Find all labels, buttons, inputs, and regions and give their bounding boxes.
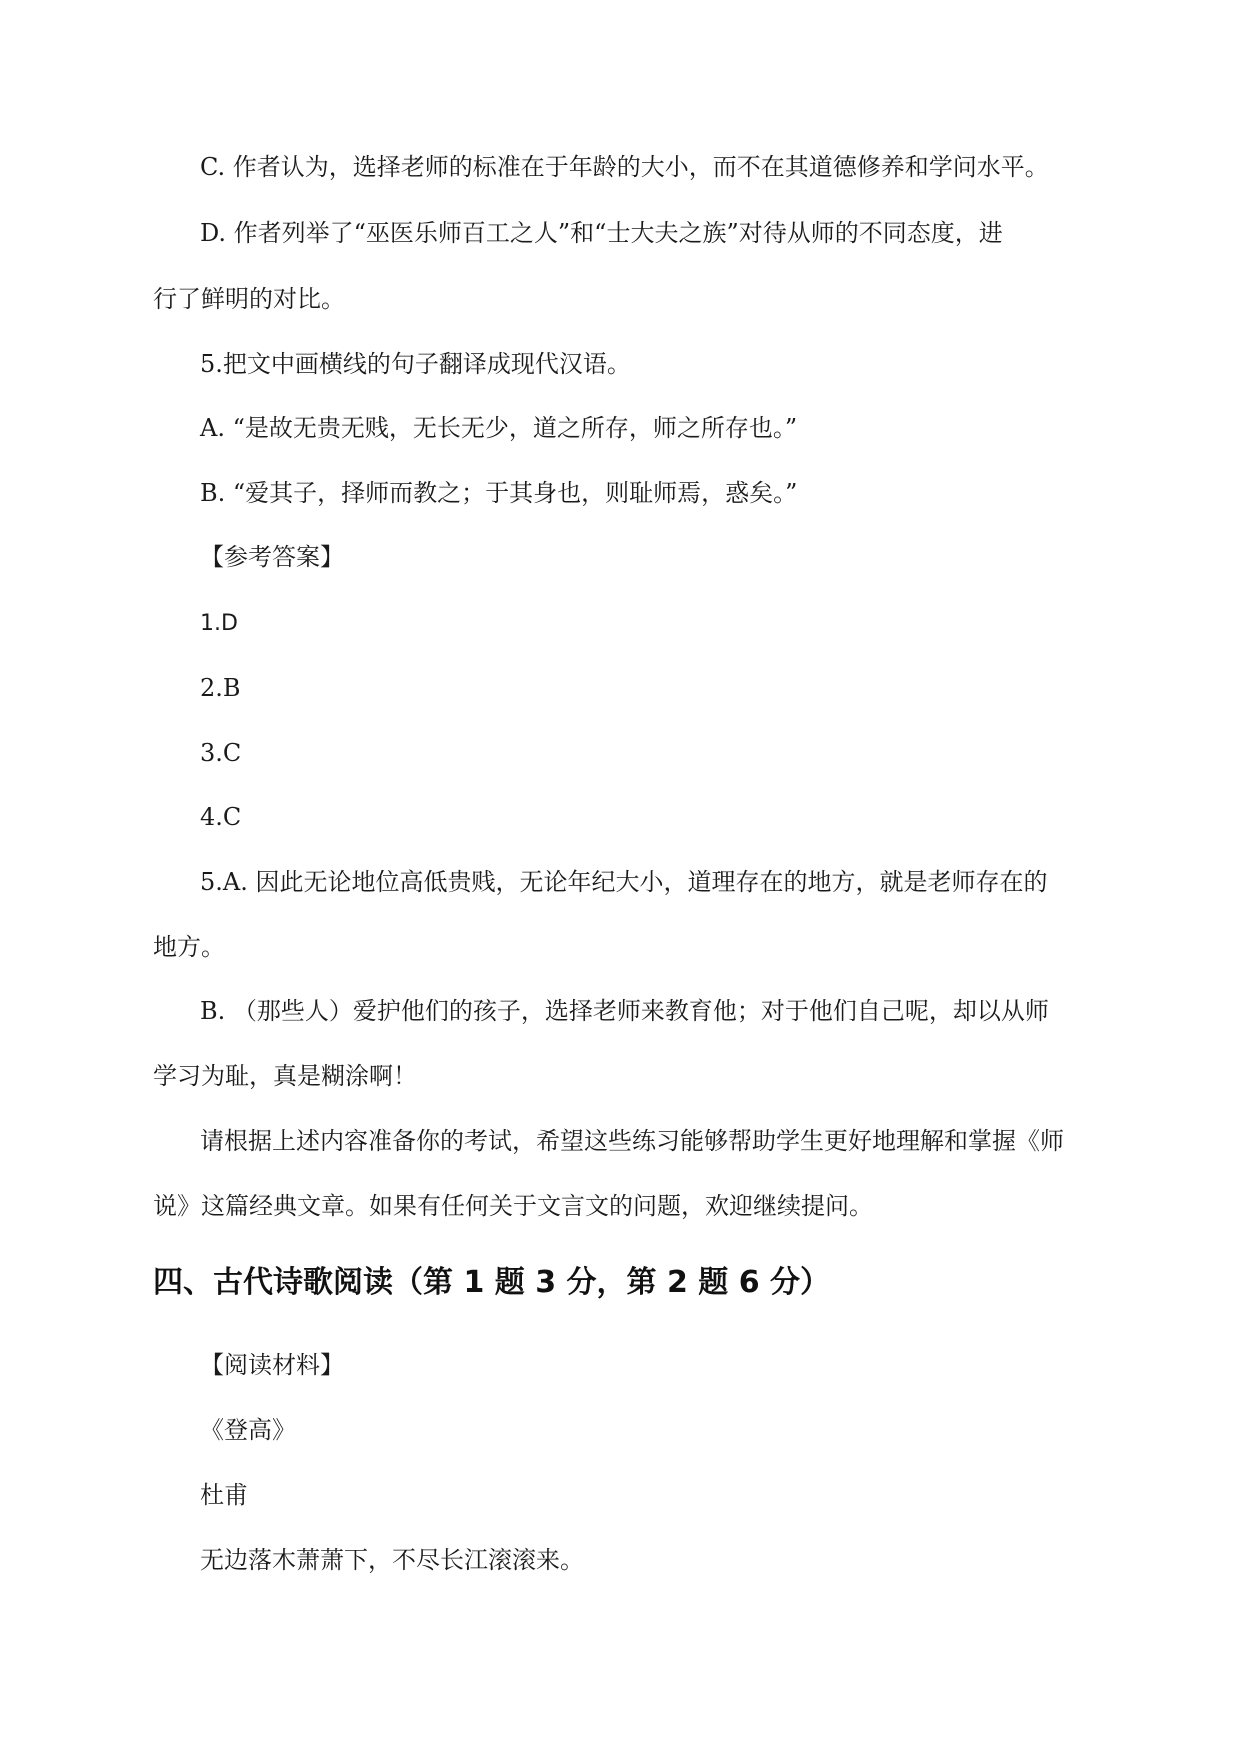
question-5b-sentence: B. “爱其子，择师而教之；于其身也，则耻师焉，惑矣。”: [200, 479, 798, 507]
closing-paragraph-continuation: 说》这篇经典文章。如果有任何关于文言文的问题，欢迎继续提问。: [153, 1192, 873, 1220]
answer-4: 4.C: [200, 803, 242, 831]
answer-5a-continuation: 地方。: [153, 933, 225, 961]
answer-key-label: 【参考答案】: [200, 543, 344, 571]
question-5-prompt: 5.把文中画横线的句子翻译成现代汉语。: [200, 350, 631, 378]
option-d-text: D. 作者列举了“巫医乐师百工之人”和“士大夫之族”对待从师的不同态度，进: [200, 219, 1003, 247]
answer-3: 3.C: [200, 739, 242, 767]
answer-1: 1.D: [200, 611, 238, 636]
option-d-continuation: 行了鲜明的对比。: [153, 285, 345, 313]
answer-5b-continuation: 学习为耻，真是糊涂啊！: [153, 1062, 417, 1090]
answer-5a-text: 5.A. 因此无论地位高低贵贱，无论年纪大小，道理存在的地方，就是老师存在的: [200, 868, 1048, 896]
answer-5b-text: B. （那些人）爱护他们的孩子，选择老师来教育他；对于他们自己呢，却以从师: [200, 997, 1049, 1025]
poem-title: 《登高》: [200, 1416, 296, 1444]
section-heading: 四、古代诗歌阅读（第 1 题 3 分，第 2 题 6 分）: [153, 1265, 831, 1300]
question-5a-sentence: A. “是故无贵无贱，无长无少，道之所存，师之所存也。”: [200, 414, 798, 442]
reading-material-label: 【阅读材料】: [200, 1351, 344, 1379]
poem-first-line: 无边落木萧萧下，不尽长江滚滚来。: [200, 1546, 584, 1574]
option-c-text: C. 作者认为，选择老师的标准在于年龄的大小，而不在其道德修养和学问水平。: [200, 153, 1049, 181]
closing-paragraph-text: 请根据上述内容准备你的考试，希望这些练习能够帮助学生更好地理解和掌握《师: [200, 1127, 1064, 1155]
answer-2: 2.B: [200, 674, 241, 702]
poem-author: 杜甫: [200, 1481, 248, 1509]
